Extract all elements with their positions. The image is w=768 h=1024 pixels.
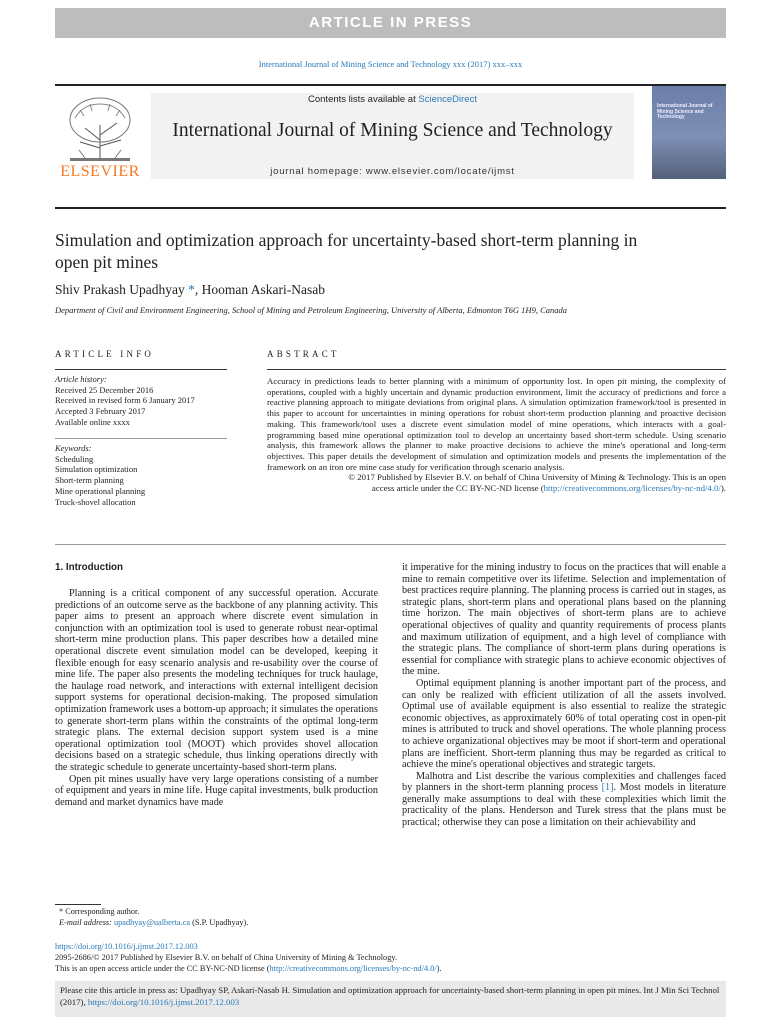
copyright-suffix: ).	[720, 483, 726, 494]
article-info-rule	[55, 369, 227, 370]
publisher-name: ELSEVIER	[60, 163, 140, 180]
reference-link[interactable]: [1]	[601, 782, 614, 794]
front-matter-rule	[55, 544, 726, 545]
keyword: Scheduling	[55, 453, 94, 464]
history-label: Article history:	[55, 374, 107, 384]
abstract-rule	[267, 369, 726, 370]
journal-homepage[interactable]: journal homepage: www.elsevier.com/locate/ijmst	[270, 166, 515, 177]
header-bottom-rule	[55, 207, 726, 209]
citation-text: Please cite this article in press as: Upadhyay SP, Askari-Nasab H. Simulation and optimization approach for uncertainty-based short-term planning in open pit mines. Int J Min Sci Technol (2017),	[60, 985, 720, 1007]
header-top-rule	[55, 84, 726, 86]
copyright-prefix: access article under the CC BY-NC-ND license (	[371, 483, 544, 494]
authors	[55, 282, 325, 298]
history-item: Accepted 3 February 2017	[55, 406, 146, 417]
corresponding-author-note: * Corresponding author.	[59, 907, 140, 916]
email-label: E-mail address:	[59, 918, 114, 927]
oa-prefix: This is an open access article under the CC BY-NC-ND license (	[55, 964, 270, 973]
affiliation: Department of Civil and Environment Engineering, School of Mining and Petroleum Engineering, University of Alberta, Edmonton T6G 1H9, Canada	[55, 305, 567, 315]
article-info-heading: ARTICLE INFO	[55, 349, 155, 359]
citation-doi-link[interactable]: https://doi.org/10.1016/j.ijmst.2017.12.003	[87, 997, 240, 1007]
abstract-heading: ABSTRACT	[267, 349, 340, 359]
keyword: Mine operational planning	[55, 485, 146, 496]
oa-suffix: ).	[436, 964, 442, 973]
email-link[interactable]: upadhyay@ualberta.ca	[114, 918, 191, 927]
issn-line: 2095-2686/© 2017 Published by Elsevier B.V. on behalf of China University of Mining & Technology.	[55, 953, 398, 962]
abstract	[267, 376, 726, 494]
author-2: , Hooman Askari-Nasab	[194, 282, 325, 297]
history-item: Available online xxxx	[55, 416, 130, 427]
section-heading-introduction: 1. Introduction	[55, 562, 124, 573]
sciencedirect-link[interactable]: ScienceDirect	[418, 94, 477, 105]
footnote	[59, 906, 389, 928]
paragraph: Planning is a critical component of any successful operation. Accurate predictions of an outcome serve as the backbone of any planning activity. This paper aims to present an approach where discrete event simulation in conjunction with an optimization tool is used to generate robust near-optimal short-term mine production plans. This paper describes how a detailed mine operational discrete event simulation model can be developed, keeping it flexible enough for easy scenario analysis and re-usability over the course of mine life. The paper also presents the modeling techniques for truck haulage, the haulage road network, and interactions with external intelligent decision support systems for operational decision-making. The proposed simulation optimization framework uses a bottom-up approach; it simulates the operations to generate short-term plans within the constraints of the optimal long-term strategic plans. The external decision support system used is a mine operational optimization tool (MOOT) which provides shovel allocation decisions based on a strategic schedule, thus linking operations directly with the strategic schedule to generate uncertainty-based short-term plans.	[55, 588, 378, 773]
keyword: Simulation optimization	[55, 464, 138, 475]
journal-cover-title: International Journal of Mining Science and Technology	[657, 103, 713, 120]
article-history	[55, 374, 230, 428]
open-access-line	[55, 963, 726, 974]
keywords-label: Keywords:	[55, 443, 92, 453]
history-item: Received 25 December 2016	[55, 384, 154, 395]
keywords	[55, 443, 230, 507]
journal-title: International Journal of Mining Science and Technology	[172, 120, 613, 141]
journal-cover-image	[652, 86, 726, 179]
left-column	[55, 588, 378, 808]
contents-line	[151, 94, 634, 105]
corresponding-author-mark[interactable]: *	[188, 282, 195, 297]
paragraph-text: . Most models in literature generally make assumptions to deal with these complexities which limit the practicality of the plans. Henderson and Turek stress that the plans must be practical; otherwise they can pose a limitation on their achievability and	[402, 782, 726, 829]
keywords-rule	[55, 438, 227, 439]
footnote-rule	[55, 904, 101, 905]
page-footer	[55, 941, 726, 974]
paragraph-text: Malhotra and List describe the various complexities and challenges faced by planners in the short-term planning process	[402, 770, 726, 794]
paragraph: Open pit mines usually have very large operations consisting of a number of equipment and years in mine life. Huge capital investments, bulk production demand and market dynamics have made	[55, 773, 378, 808]
article-in-press-banner: ARTICLE IN PRESS	[55, 8, 726, 38]
article-title: Simulation and optimization approach for uncertainty-based short-term planning in open pit mines	[55, 230, 638, 272]
abstract-copyright-line-1: © 2017 Published by Elsevier B.V. on behalf of China University of Mining & Technology. This is an open	[348, 472, 726, 483]
keyword: Truck-shovel allocation	[55, 496, 136, 507]
contents-prefix: Contents lists available at	[308, 94, 419, 105]
journal-reference-link[interactable]: International Journal of Mining Science and Technology xxx (2017) xxx–xxx	[258, 59, 523, 69]
paragraph: it imperative for the mining industry to focus on the practices that will enable a mine to remain competitive over its lifetime. Selection and implementation of best practices require planning. The planning process is carried out in stages, as strategic plans, short-term plans and operational plans based on the planning time horizon. The main objectives of short-term plans are to achieve operational objectives of quality and quantity requirements of process plants and maximum utilization of equipment, and a high level of compliance with the strategic plans. The compliance of short-term plans during operations is essential for compliance with strategic plans to achieve economic objectives of the mine.	[402, 562, 727, 678]
abstract-copyright-line-2	[267, 483, 726, 494]
history-item: Received in revised form 6 January 2017	[55, 395, 195, 406]
right-column	[402, 562, 726, 829]
author-1: Shiv Prakash Upadhyay	[55, 282, 185, 297]
abstract-text: Accuracy in predictions leads to better planning with a minimum of opportunity lost. In open pit mining, the complexity of operations, coupled with a highly uncertain and dynamic production environment, limit the accuracy of predictions and force a reactive planning approach to mitigate deviations from original plans. A simulation optimization framework/tool is presented in this paper to account for uncertainties in mining operations for robust short-term production planning and proactive decision making. This framework/tool uses a discrete event simulation model of mine operations, which interacts with a goal-programming based mine operational optimization tool to develop an uncertainty based short-term schedule. Using scenario analysis, this framework allows the planner to make proactive decisions to achieve the mine's operational and long-term objectives. This paper details the development of simulation and optimization models and presents the implementation of the framework on an iron ore mine case study for verification through scenario analysis.	[267, 376, 726, 472]
citation-box	[55, 981, 726, 1017]
license-link[interactable]: http://creativecommons.org/licenses/by-nc-nd/4.0/	[543, 483, 721, 494]
paragraph: Optimal equipment planning is another important part of the process, and can only be realized with efficient utilization of all the assets involved. Optimal use of available equipment is also essential to realize the strategic economic objectives, as approximately 60% of total operating cost in open-pit mines is attributed to truck and shovel operations. The whole planning process to achieve organizational objectives may be moot if short-term and operational plans are inefficient. Short-term planning thus may be regarded as critical to achieve the mine's operational objectives and strategic targets.	[402, 677, 726, 771]
oa-license-link[interactable]: http://creativecommons.org/licenses/by-nc-nd/4.0/	[269, 964, 437, 973]
email-note	[59, 917, 389, 928]
paragraph	[402, 771, 726, 829]
doi-link[interactable]: https://doi.org/10.1016/j.ijmst.2017.12.003	[55, 942, 198, 951]
keyword: Short-term planning	[55, 475, 124, 486]
email-suffix: (S.P. Upadhyay).	[190, 918, 249, 927]
